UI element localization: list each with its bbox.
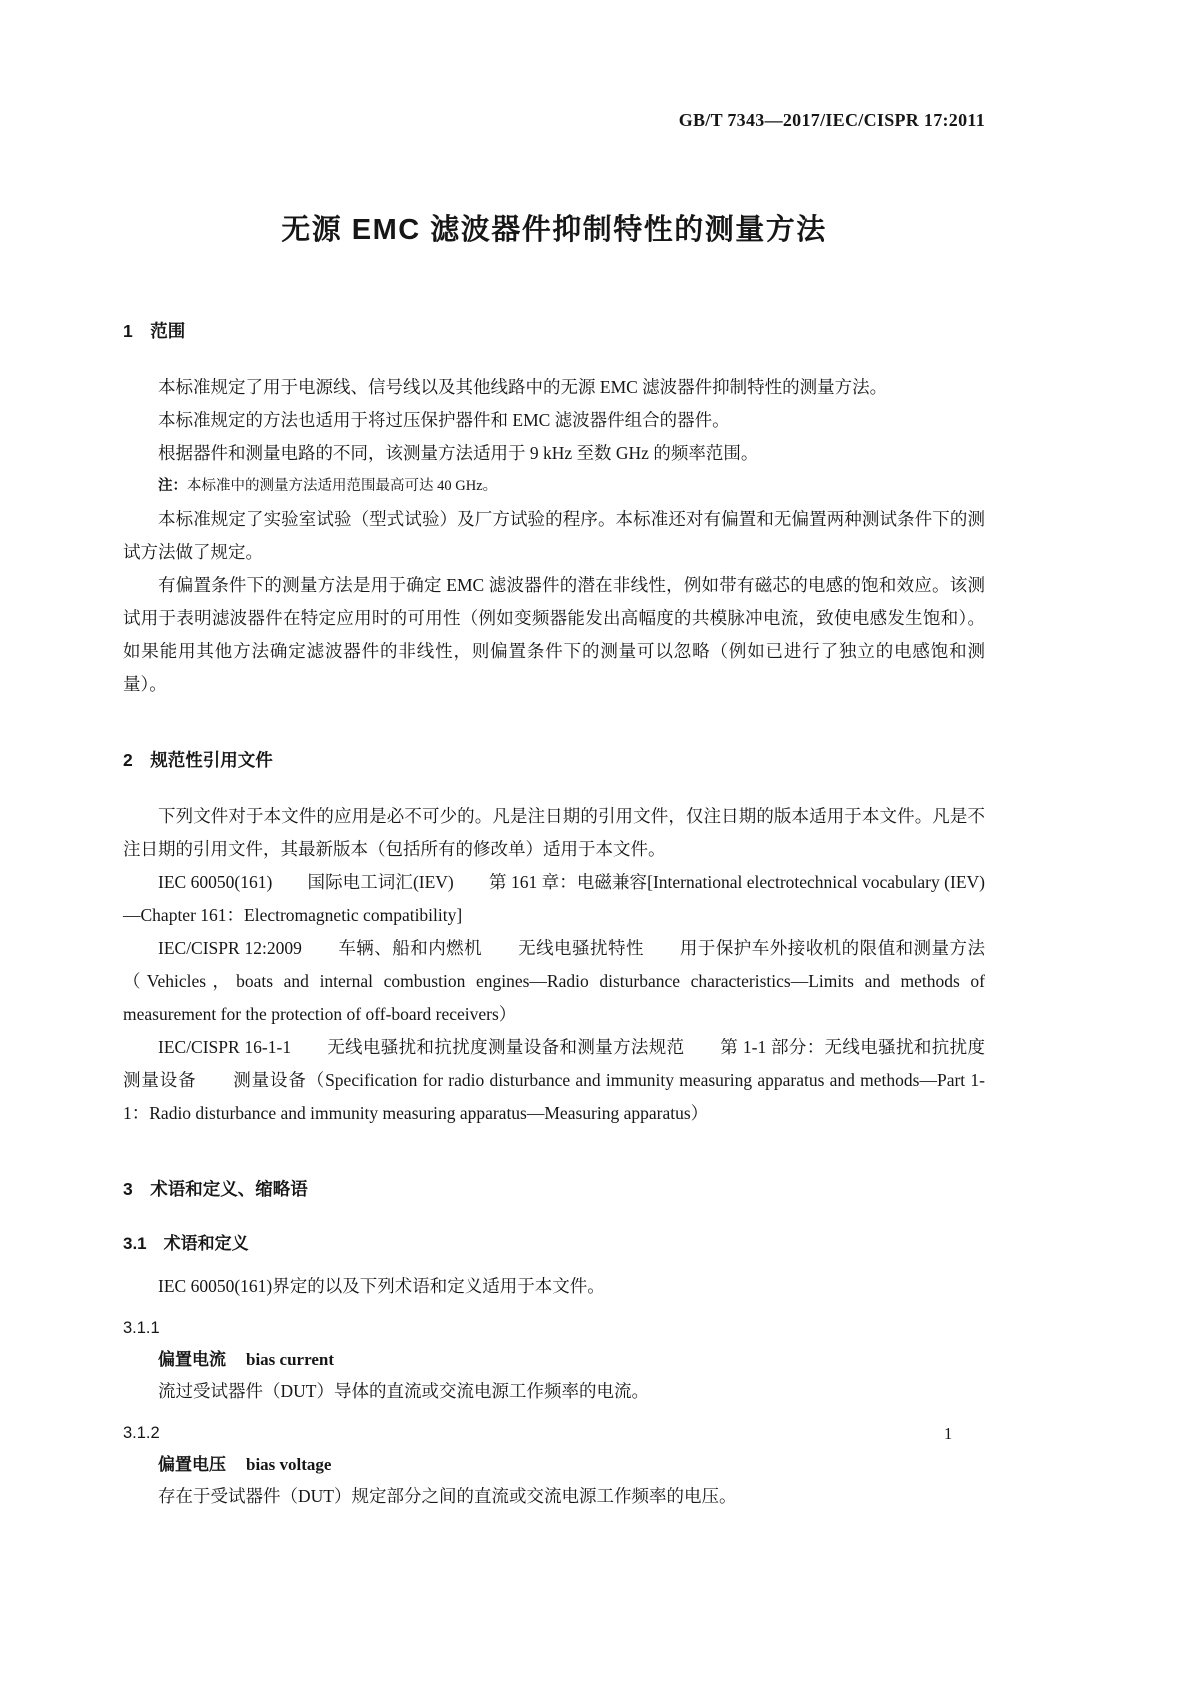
- section-1-heading: 1 范围: [123, 321, 186, 341]
- section-1-paragraph-4: 本标准规定了实验室试验（型式试验）及厂方试验的程序。本标准还对有偏置和无偏置两种测试条件下的测试方法做了规定。: [123, 509, 985, 562]
- note-text: 本标准中的测量方法适用范围最高可达 40 GHz。: [187, 478, 498, 494]
- term-3-1-1-title: [123, 1344, 985, 1375]
- section-2-reference-1: IEC 60050(161) 国际电工词汇(IEV) 第 161 章：电磁兼容[International electrotechnical vocabulary (IEV)—Chapter 161：Electromagnetic compatibility]: [123, 872, 985, 925]
- document-header: GB/T 7343—2017/IEC/CISPR 17:2011: [678, 110, 985, 130]
- term-3-1-1-number: 3.1.1: [123, 1319, 160, 1337]
- term-3-1-2-chinese: 偏置电压: [158, 1455, 226, 1474]
- note-label: 注：: [158, 478, 187, 494]
- term-3-1-2-title: [123, 1449, 985, 1480]
- section-3-1-intro: IEC 60050(161)界定的以及下列术语和定义适用于本文件。: [158, 1276, 605, 1296]
- section-2-reference-3: IEC/CISPR 16-1-1 无线电骚扰和抗扰度测量设备和测量方法规范 第 1-1 部分：无线电骚扰和抗扰度测量设备 测量设备（Specification for radio disturbance and immunity measuring apparatus and methods—Part 1-1：Radio disturbance and immunity measuring apparatus—Measuring apparatus）: [123, 1037, 985, 1123]
- section-1-paragraph-5: 有偏置条件下的测量方法是用于确定 EMC 滤波器件的潜在非线性，例如带有磁芯的电感的饱和效应。该测试用于表明滤波器件在特定应用时的可用性（例如变频器能发出高幅度的共模脉冲电流，致使电感发生饱和）。如果能用其他方法确定滤波器件的非线性，则偏置条件下的测量可以忽略（例如已进行了独立的电感饱和测量）。: [123, 575, 985, 694]
- term-3-1-2-number: 3.1.2: [123, 1424, 160, 1442]
- term-3-1-1-definition: 流过受试器件（DUT）导体的直流或交流电源工作频率的电流。: [158, 1381, 649, 1401]
- term-3-1-1-english: bias current: [246, 1350, 334, 1369]
- section-1-paragraph-3: 根据器件和测量电路的不同，该测量方法适用于 9 kHz 至数 GHz 的频率范围。: [158, 443, 759, 463]
- section-2-reference-2: IEC/CISPR 12:2009 车辆、船和内燃机 无线电骚扰特性 用于保护车外接收机的限值和测量方法（Vehicles，boats and internal combustion engines—Radio disturbance characteristics—Limits and methods of measurement for the protection of off-board receivers）: [123, 938, 985, 1024]
- page-content: [123, 0, 985, 1513]
- document-title: 无源 EMC 滤波器件抑制特性的测量方法: [281, 214, 827, 246]
- section-3-1-heading: 3.1 术语和定义: [123, 1234, 249, 1253]
- section-2-heading: 2 规范性引用文件: [123, 750, 273, 770]
- term-3-1-2-english: bias voltage: [246, 1455, 332, 1474]
- section-1-note: [123, 472, 985, 501]
- term-3-1-2-definition: 存在于受试器件（DUT）规定部分之间的直流或交流电源工作频率的电压。: [158, 1486, 737, 1506]
- section-3-heading: 3 术语和定义、缩略语: [123, 1179, 308, 1199]
- section-1-paragraph-2: 本标准规定的方法也适用于将过压保护器件和 EMC 滤波器件组合的器件。: [158, 410, 730, 430]
- section-1-paragraph-1: 本标准规定了用于电源线、信号线以及其他线路中的无源 EMC 滤波器件抑制特性的测量方法。: [158, 377, 888, 397]
- term-3-1-1-chinese: 偏置电流: [158, 1350, 226, 1369]
- page-number: 1: [944, 1424, 953, 1443]
- section-2-paragraph-1: 下列文件对于本文件的应用是必不可少的。凡是注日期的引用文件，仅注日期的版本适用于本文件。凡是不注日期的引用文件，其最新版本（包括所有的修改单）适用于本文件。: [123, 806, 985, 859]
